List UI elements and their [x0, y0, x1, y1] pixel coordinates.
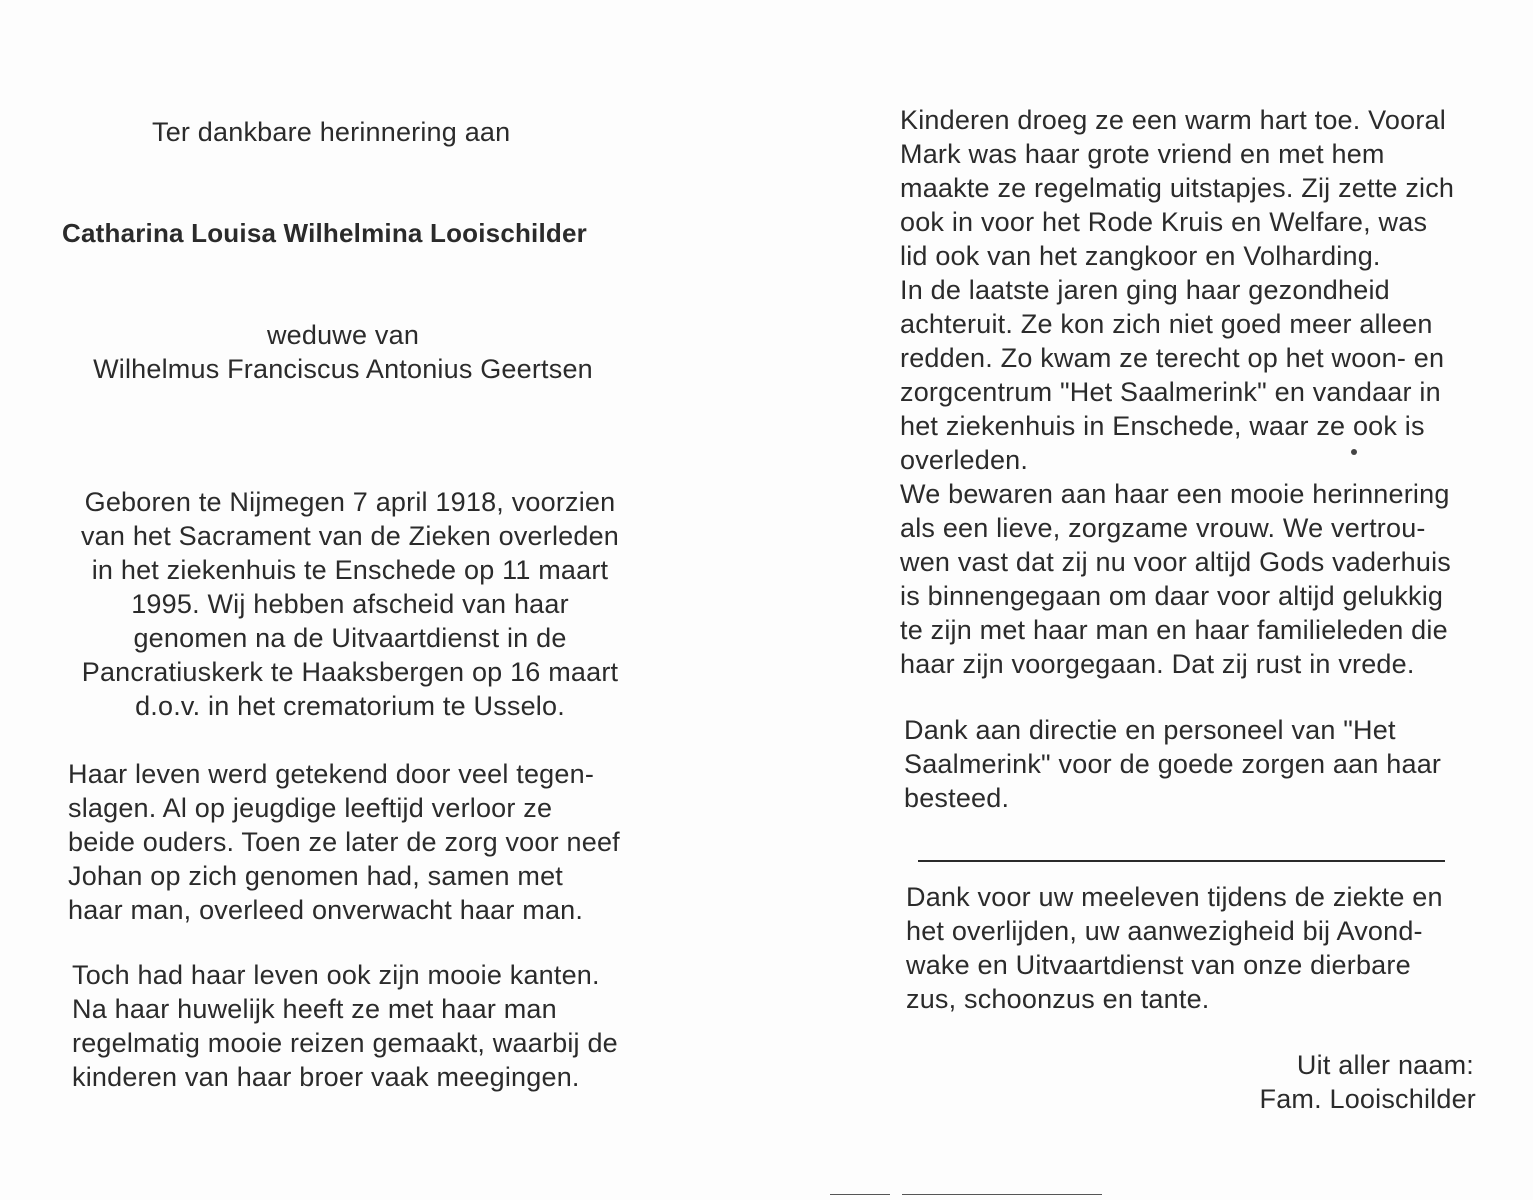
paragraph-line: genomen na de Uitvaartdienst in de: [133, 623, 567, 653]
scan-artifact-line: [902, 1194, 1102, 1195]
paragraph-line: het ziekenhuis in Enschede, waar ze ook is: [900, 411, 1425, 441]
paragraph-line: Dank voor uw meeleven tijdens de ziekte en: [906, 882, 1443, 912]
widow-of-label: weduwe van: [266, 320, 420, 350]
paragraph-line: Mark was haar grote vriend en met hem: [900, 139, 1385, 169]
paragraph-line: Haar leven werd getekend door veel tegen-: [68, 759, 595, 789]
paragraph-line: in het ziekenhuis te Enschede op 11 maart: [91, 555, 609, 585]
paragraph-line: ook in voor het Rode Kruis en Welfare, was: [900, 207, 1428, 237]
paragraph-line: als een lieve, zorgzame vrouw. We vertrou-: [900, 513, 1426, 543]
paragraph-line: Geboren te Nijmegen 7 april 1918, voorzien: [84, 487, 616, 517]
paragraph-line: is binnengegaan om daar voor altijd gelukkig: [900, 581, 1444, 611]
signoff-text: Uit aller naam:: [1296, 1050, 1474, 1080]
paragraph-line: Dank aan directie en personeel van "Het: [904, 715, 1396, 745]
paragraph-line: het overlijden, uw aanwezigheid bij Avond-: [906, 916, 1423, 946]
paragraph-line: van het Sacrament van de Zieken overleden: [80, 521, 620, 551]
paragraph-line: achteruit. Ze kon zich niet goed meer alleen: [900, 309, 1433, 339]
paragraph-line: 1995. Wij hebben afscheid van haar: [131, 589, 569, 619]
paragraph-line: In de laatste jaren ging haar gezondheid: [900, 275, 1390, 305]
family-signature: Fam. Looischilder: [1259, 1084, 1476, 1114]
scan-artifact-line: [830, 1194, 890, 1195]
paragraph-line: Pancratiuskerk te Haaksbergen op 16 maart: [81, 657, 619, 687]
paragraph-line: zus, schoonzus en tante.: [906, 984, 1210, 1014]
intro-text: Ter dankbare herinnering aan: [152, 117, 511, 147]
scan-speck: [1351, 449, 1357, 455]
paragraph-line: We bewaren aan haar een mooie herinnering: [900, 479, 1450, 509]
deceased-name: Catharina Louisa Wilhelmina Looischilder: [62, 218, 587, 248]
paragraph-line: Johan op zich genomen had, samen met: [68, 861, 564, 891]
paragraph-line: haar man, overleed onverwacht haar man.: [68, 895, 584, 925]
paragraph-line: haar zijn voorgegaan. Dat zij rust in vrede.: [900, 649, 1415, 679]
paragraph-line: redden. Zo kwam ze terecht op het woon- en: [900, 343, 1445, 373]
paragraph-line: Na haar huwelijk heeft ze met haar man: [72, 994, 557, 1024]
paragraph-line: slagen. Al op jeugdige leeftijd verloor ze: [68, 793, 553, 823]
paragraph-line: wen vast dat zij nu voor altijd Gods vaderhuis: [900, 547, 1451, 577]
section-divider: [918, 860, 1445, 862]
paragraph-line: maakte ze regelmatig uitstapjes. Zij zette zich: [900, 173, 1455, 203]
spouse-name: Wilhelmus Franciscus Antonius Geertsen: [93, 354, 593, 384]
paragraph-line: beide ouders. Toen ze later de zorg voor neef: [68, 827, 620, 857]
paragraph-line: kinderen van haar broer vaak meegingen.: [72, 1062, 580, 1092]
paragraph-line: te zijn met haar man en haar familieleden die: [900, 615, 1448, 645]
paragraph-line: lid ook van het zangkoor en Volharding.: [900, 241, 1381, 271]
paragraph-line: Kinderen droeg ze een warm hart toe. Vooral: [900, 105, 1446, 135]
paragraph-line: besteed.: [904, 783, 1010, 813]
paragraph-line: overleden.: [900, 445, 1029, 475]
paragraph-line: zorgcentrum "Het Saalmerink" en vandaar in: [900, 377, 1441, 407]
paragraph-line: Saalmerink" voor de goede zorgen aan haar: [904, 749, 1442, 779]
paragraph-line: regelmatig mooie reizen gemaakt, waarbij de: [72, 1028, 618, 1058]
paragraph-line: Toch had haar leven ook zijn mooie kanten.: [72, 960, 600, 990]
paragraph-line: wake en Uitvaartdienst van onze dierbare: [906, 950, 1411, 980]
paragraph-line: d.o.v. in het crematorium te Usselo.: [135, 691, 565, 721]
